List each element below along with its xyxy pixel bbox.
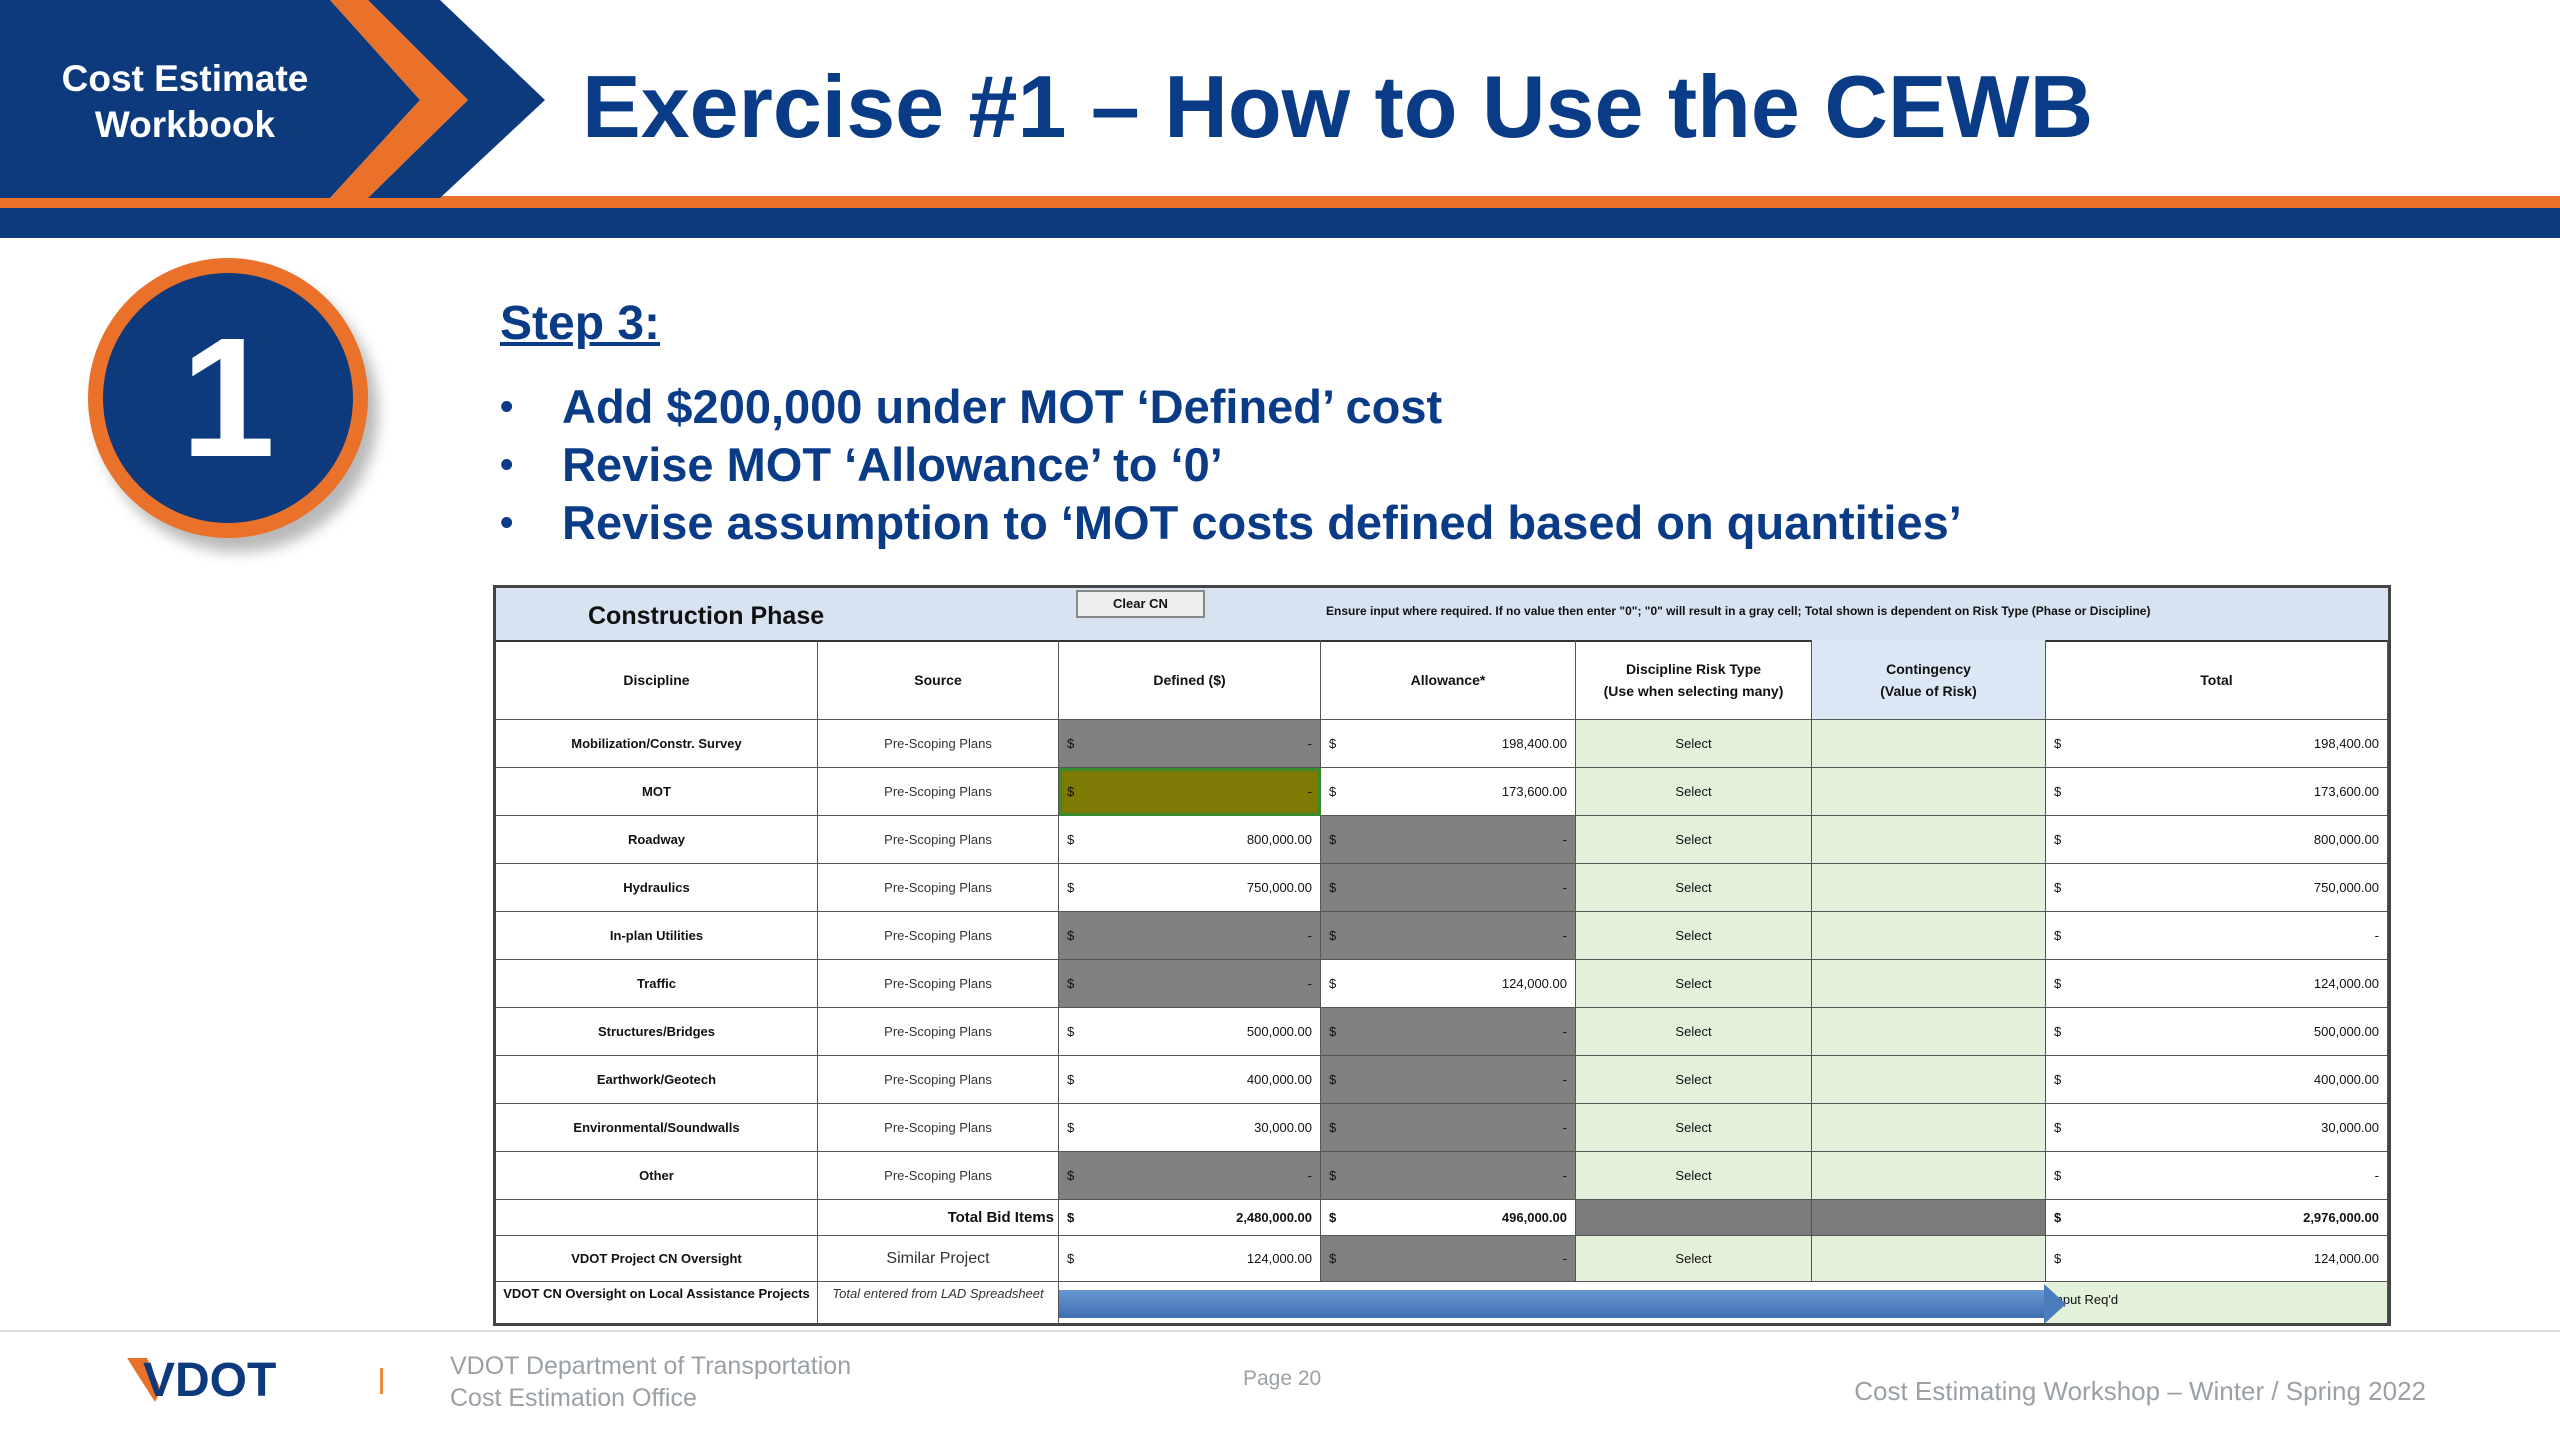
allowance-cell[interactable] (1321, 1152, 1576, 1200)
source-cell[interactable]: Pre-Scoping Plans (818, 864, 1059, 912)
amount-value: - (1562, 1251, 1567, 1266)
currency-symbol: $ (1329, 1072, 1337, 1087)
amount-value: - (1562, 880, 1567, 895)
source-cell[interactable]: Pre-Scoping Plans (818, 1056, 1059, 1104)
currency-symbol: $ (1329, 976, 1337, 991)
footer-dept-line1: VDOT Department of Transportation (450, 1352, 852, 1380)
currency-symbol: $ (1329, 784, 1337, 799)
footer-separator (380, 1368, 383, 1394)
source-cell[interactable]: Pre-Scoping Plans (818, 1152, 1059, 1200)
currency-symbol: $ (2054, 928, 2062, 943)
contingency-cell (1812, 816, 2046, 864)
grand-total-cell (2046, 1200, 2388, 1236)
total-cell (2046, 768, 2388, 816)
amount-value: 500,000.00 (2313, 1024, 2379, 1039)
total-cell (2046, 1104, 2388, 1152)
arrow-head-icon (2044, 1284, 2066, 1324)
defined-cost-cell[interactable] (1059, 1104, 1321, 1152)
currency-symbol: $ (1329, 928, 1337, 943)
currency-symbol: $ (1067, 1251, 1075, 1266)
currency-symbol: $ (1067, 1120, 1075, 1135)
total-cell (2046, 1152, 2388, 1200)
currency-symbol: $ (2054, 736, 2062, 751)
amount-value: 173,600.00 (2313, 784, 2379, 799)
svg-text:VDOT: VDOT (143, 1354, 277, 1407)
amount-value: - (1307, 784, 1312, 799)
currency-symbol: $ (2054, 1120, 2062, 1135)
amount-value: - (2374, 928, 2379, 943)
contingency-cell (1812, 912, 2046, 960)
col-header-source: Source (818, 640, 1059, 720)
amount-value: 800,000.00 (2313, 832, 2379, 847)
source-cell[interactable]: Pre-Scoping Plans (818, 1104, 1059, 1152)
total-defined-cell (1059, 1200, 1321, 1236)
footer-department (450, 1350, 851, 1414)
currency-symbol: $ (2054, 880, 2062, 895)
risk-type-select[interactable]: Select (1576, 1056, 1812, 1104)
col-header-contingency: Contingency (Value of Risk) (1812, 640, 2046, 720)
sheet-title: Construction Phase (588, 602, 825, 630)
currency-symbol: $ (2054, 1168, 2062, 1183)
total-contingency-blank (1812, 1200, 2046, 1236)
currency-symbol: $ (1329, 880, 1337, 895)
currency-symbol: $ (2054, 832, 2062, 847)
source-cell[interactable]: Pre-Scoping Plans (818, 720, 1059, 768)
currency-symbol: $ (1067, 736, 1075, 751)
defined-cost-cell[interactable] (1059, 864, 1321, 912)
risk-type-select[interactable]: Select (1576, 1152, 1812, 1200)
defined-cost-cell[interactable] (1059, 1056, 1321, 1104)
currency-symbol: $ (1329, 832, 1337, 847)
step-number-badge (88, 258, 368, 538)
discipline-cell: Roadway (496, 816, 818, 864)
risk-type-select[interactable]: Select (1576, 1236, 1812, 1282)
currency-symbol: $ (2054, 784, 2062, 799)
contingency-cell (1812, 1236, 2046, 1282)
footer-event: Cost Estimating Workshop – Winter / Spring 2022 (1854, 1376, 2426, 1406)
source-cell[interactable]: Pre-Scoping Plans (818, 768, 1059, 816)
amount-value: 173,600.00 (1501, 784, 1567, 799)
slide-header (0, 0, 2560, 240)
allowance-cell[interactable] (1321, 912, 1576, 960)
currency-symbol: $ (2054, 976, 2062, 991)
risk-type-select[interactable]: Select (1576, 816, 1812, 864)
currency-symbol: $ (1067, 784, 1075, 799)
risk-type-select[interactable]: Select (1576, 864, 1812, 912)
amount-value: 124,000.00 (1246, 1251, 1312, 1266)
defined-cost-cell[interactable] (1059, 1236, 1321, 1282)
currency-symbol: $ (2054, 1072, 2062, 1087)
lad-input-arrow (1059, 1290, 2044, 1318)
amount-value: 124,000.00 (1501, 976, 1567, 991)
currency-symbol: $ (1067, 880, 1075, 895)
vdot-logo (125, 1350, 335, 1410)
contingency-cell (1812, 1008, 2046, 1056)
currency-symbol: $ (1329, 1210, 1337, 1225)
footer-dept-line2: Cost Estimation Office (450, 1384, 697, 1412)
risk-type-select[interactable]: Select (1576, 960, 1812, 1008)
discipline-cell: MOT (496, 768, 818, 816)
contingency-cell (1812, 768, 2046, 816)
defined-cost-cell[interactable] (1059, 912, 1321, 960)
col-header-discipline: Discipline (496, 640, 818, 720)
amount-value: 198,400.00 (1501, 736, 1567, 751)
allowance-cell[interactable] (1321, 1236, 1576, 1282)
discipline-cell: VDOT Project CN Oversight (496, 1236, 818, 1282)
amount-value: 750,000.00 (1246, 880, 1312, 895)
defined-cost-cell[interactable] (1059, 816, 1321, 864)
discipline-cell: Other (496, 1152, 818, 1200)
risk-type-select[interactable]: Select (1576, 1104, 1812, 1152)
currency-symbol: $ (2054, 1251, 2062, 1266)
defined-cost-cell[interactable] (1059, 1152, 1321, 1200)
amount-value: 400,000.00 (2313, 1072, 2379, 1087)
total-cell (2046, 1008, 2388, 1056)
total-cell (2046, 1056, 2388, 1104)
currency-symbol: $ (1329, 1120, 1337, 1135)
amount-value: - (1307, 976, 1312, 991)
input-required-cell[interactable]: Input Req'd (2046, 1282, 2388, 1326)
defined-cost-cell[interactable] (1059, 768, 1321, 816)
defined-cost-cell[interactable] (1059, 960, 1321, 1008)
amount-value: 30,000.00 (2321, 1120, 2379, 1135)
source-cell[interactable]: Similar Project (818, 1236, 1059, 1282)
allowance-cell[interactable] (1321, 864, 1576, 912)
risk-type-select[interactable]: Select (1576, 720, 1812, 768)
contingency-cell (1812, 864, 2046, 912)
amount-value: - (1562, 1120, 1567, 1135)
contingency-cell (1812, 1152, 2046, 1200)
discipline-cell: Environmental/Soundwalls (496, 1104, 818, 1152)
contingency-cell (1812, 720, 2046, 768)
amount-value: 2,976,000.00 (2303, 1210, 2379, 1225)
total-bid-items-label: Total Bid Items (818, 1200, 1059, 1236)
sheet-title-row (496, 588, 2388, 642)
amount-value: - (1562, 1024, 1567, 1039)
total-allowance-cell (1321, 1200, 1576, 1236)
allowance-cell[interactable] (1321, 1104, 1576, 1152)
total-row-blank (496, 1200, 818, 1236)
risk-type-select[interactable]: Select (1576, 912, 1812, 960)
discipline-cell: Structures/Bridges (496, 1008, 818, 1056)
currency-symbol: $ (1329, 1024, 1337, 1039)
discipline-cell: In-plan Utilities (496, 912, 818, 960)
bullet-item: • Add $200,000 under MOT ‘Defined’ cost (500, 378, 1962, 436)
page-number: Page 20 (1243, 1367, 1322, 1390)
col-header-risk-type: Discipline Risk Type (Use when selecting many) (1576, 640, 1812, 720)
amount-value: - (1307, 928, 1312, 943)
source-cell[interactable]: Pre-Scoping Plans (818, 960, 1059, 1008)
col-header-defined: Defined ($) (1059, 640, 1321, 720)
total-risk-blank (1576, 1200, 1812, 1236)
source-cell[interactable]: Pre-Scoping Plans (818, 816, 1059, 864)
footer-divider (0, 1330, 2560, 1332)
col-header-allowance: Allowance* (1321, 640, 1576, 720)
allowance-cell[interactable] (1321, 1008, 1576, 1056)
cost-estimate-sheet (493, 585, 2391, 1326)
total-cell (2046, 816, 2388, 864)
amount-value: - (1562, 928, 1567, 943)
step-number: 1 (103, 273, 353, 523)
currency-symbol: $ (1329, 1168, 1337, 1183)
amount-value: 400,000.00 (1246, 1072, 1312, 1087)
bullet-item: • Revise MOT ‘Allowance’ to ‘0’ (500, 436, 1962, 494)
total-cell (2046, 1236, 2388, 1282)
amount-value: - (1562, 832, 1567, 847)
amount-value: 198,400.00 (2313, 736, 2379, 751)
amount-value: 500,000.00 (1246, 1024, 1312, 1039)
source-cell[interactable]: Pre-Scoping Plans (818, 912, 1059, 960)
total-cell (2046, 864, 2388, 912)
amount-value: - (1307, 736, 1312, 751)
total-cell (2046, 960, 2388, 1008)
currency-symbol: $ (1329, 736, 1337, 751)
amount-value: - (1307, 1168, 1312, 1183)
amount-value: - (1562, 1072, 1567, 1087)
currency-symbol: $ (1067, 1024, 1075, 1039)
discipline-cell: Earthwork/Geotech (496, 1056, 818, 1104)
allowance-cell[interactable] (1321, 816, 1576, 864)
allowance-cell[interactable] (1321, 720, 1576, 768)
source-cell[interactable]: Pre-Scoping Plans (818, 1008, 1059, 1056)
page-title: Exercise #1 – How to Use the CEWB (582, 57, 2094, 156)
amount-value: 124,000.00 (2313, 1251, 2379, 1266)
currency-symbol: $ (2054, 1210, 2062, 1225)
currency-symbol: $ (1067, 832, 1075, 847)
discipline-cell: Traffic (496, 960, 818, 1008)
total-cell (2046, 912, 2388, 960)
amount-value: 800,000.00 (1246, 832, 1312, 847)
step-heading: Step 3: (500, 297, 661, 350)
total-cell (2046, 720, 2388, 768)
risk-type-select[interactable]: Select (1576, 1008, 1812, 1056)
currency-symbol: $ (1067, 1210, 1075, 1225)
currency-symbol: $ (1067, 1168, 1075, 1183)
allowance-cell[interactable] (1321, 768, 1576, 816)
sheet-instructions: Ensure input where required. If no value then enter "0"; "0" will result in a gray cell; Total shown is dependent on Risk Type (Phase or Discipline) (1326, 604, 2151, 618)
defined-cost-cell[interactable] (1059, 720, 1321, 768)
amount-value: - (2374, 1168, 2379, 1183)
amount-value: 2,480,000.00 (1236, 1210, 1312, 1225)
contingency-cell (1812, 1056, 2046, 1104)
contingency-cell (1812, 1104, 2046, 1152)
discipline-cell: Hydraulics (496, 864, 818, 912)
risk-type-select[interactable]: Select (1576, 768, 1812, 816)
currency-symbol: $ (1329, 1251, 1337, 1266)
col-header-total: Total (2046, 640, 2388, 720)
step-bullets (500, 378, 1962, 552)
clear-cn-button[interactable]: Clear CN (1076, 590, 1205, 618)
allowance-cell[interactable] (1321, 1056, 1576, 1104)
workbook-label: Cost Estimate Workbook (61, 58, 309, 145)
amount-value: 496,000.00 (1501, 1210, 1567, 1225)
amount-value: 124,000.00 (2313, 976, 2379, 991)
amount-value: - (1562, 1168, 1567, 1183)
discipline-cell: VDOT CN Oversight on Local Assistance Projects (496, 1282, 818, 1326)
contingency-cell (1812, 960, 2046, 1008)
amount-value: 750,000.00 (2313, 880, 2379, 895)
defined-cost-cell[interactable] (1059, 1008, 1321, 1056)
currency-symbol: $ (1067, 976, 1075, 991)
discipline-cell: Mobilization/Constr. Survey (496, 720, 818, 768)
currency-symbol: $ (1067, 928, 1075, 943)
source-cell: Total entered from LAD Spreadsheet (818, 1282, 1059, 1326)
amount-value: 30,000.00 (1254, 1120, 1312, 1135)
allowance-cell[interactable] (1321, 960, 1576, 1008)
currency-symbol: $ (1067, 1072, 1075, 1087)
bullet-item: • Revise assumption to ‘MOT costs defined based on quantities’ (500, 494, 1962, 552)
currency-symbol: $ (2054, 1024, 2062, 1039)
